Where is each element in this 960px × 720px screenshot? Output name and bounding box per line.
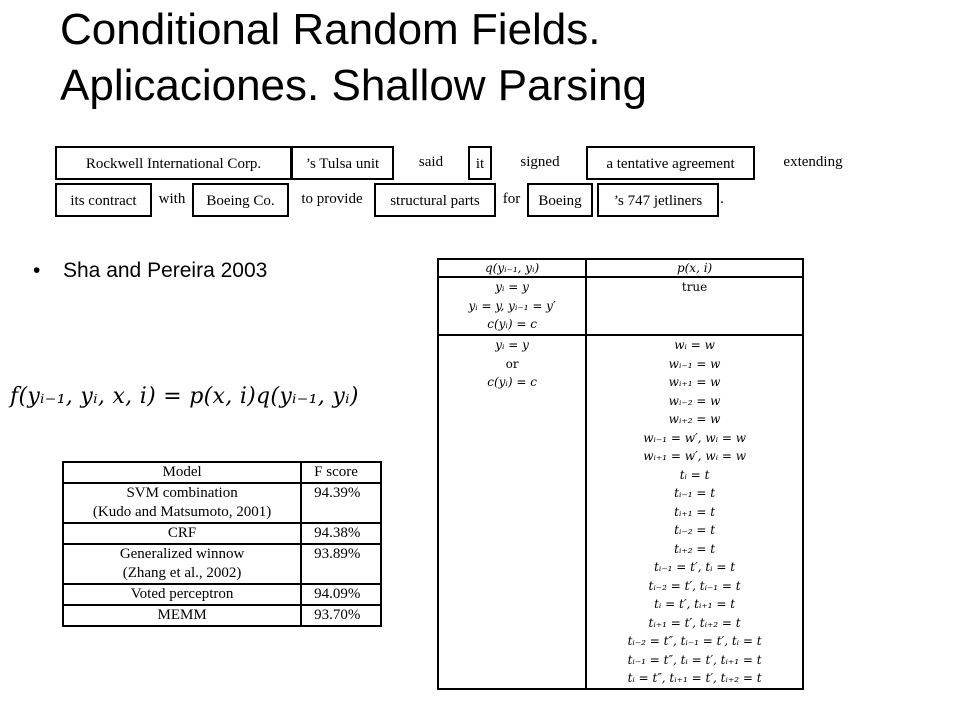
chunk-word: . xyxy=(720,191,724,207)
feature-template-line: tᵢ₋₂ = t″, tᵢ₋₁ = t′, tᵢ = t xyxy=(627,634,762,648)
chunk-box: its contract xyxy=(55,183,152,217)
feature-template-line: yᵢ = y xyxy=(495,338,529,352)
results-score-cell: 93.70% xyxy=(301,605,381,626)
chunk-word: signed xyxy=(520,154,560,170)
feature-template-table xyxy=(437,258,804,690)
table-row xyxy=(63,584,381,605)
feature-template-line: true xyxy=(681,280,708,294)
feature-template-line: c(yᵢ) = c xyxy=(487,317,537,331)
feature-template-line: wᵢ₋₂ = w xyxy=(668,393,721,408)
chunk-box: ’s 747 jetliners xyxy=(597,183,719,217)
table-row xyxy=(438,277,803,335)
feature-template-line: wᵢ₊₁ = w xyxy=(668,375,721,389)
model-name: SVM combination xyxy=(126,485,238,501)
results-header-model: Model xyxy=(63,462,301,483)
chunk-box: ’s Tulsa unit xyxy=(291,146,394,180)
feature-header-q: q(yᵢ₋₁, yᵢ) xyxy=(438,259,586,277)
feature-header-p: p(x, i) xyxy=(586,259,803,277)
slide-title xyxy=(60,2,647,114)
chunk-word: said xyxy=(418,154,444,170)
model-name: Voted perceptron xyxy=(130,586,234,602)
results-header-score: F score xyxy=(301,462,381,483)
bullet-symbol: • xyxy=(33,259,41,282)
feature-template-line: tᵢ₋₁ = t′, tᵢ = t xyxy=(654,560,736,574)
table-row xyxy=(63,544,381,584)
chunk-word: to provide xyxy=(301,191,363,207)
feature-template-line: tᵢ₋₂ = t xyxy=(674,523,716,537)
feature-template-line: wᵢ₋₁ = w xyxy=(668,356,721,371)
feature-template-line: wᵢ = w xyxy=(674,338,715,352)
bullet-text: Sha and Pereira 2003 xyxy=(63,259,268,282)
feature-template-line: tᵢ₋₂ = t′, tᵢ₋₁ = t xyxy=(648,578,741,593)
feature-formula: f(yᵢ₋₁, yᵢ, x, i) = p(x, i)q(yᵢ₋₁, yᵢ) xyxy=(10,384,359,409)
chunk-box: Boeing xyxy=(527,183,593,217)
results-table xyxy=(62,461,382,627)
chunk-box: a tentative agreement xyxy=(586,146,755,180)
feature-template-line: yᵢ = y xyxy=(495,280,529,294)
model-name: Generalized winnow xyxy=(119,546,245,562)
feature-template-line: tᵢ₊₁ = t′, tᵢ₊₂ = t xyxy=(648,615,741,630)
results-model-cell xyxy=(63,523,301,544)
table-row xyxy=(63,483,381,523)
results-header-row xyxy=(63,462,381,483)
chunk-box: Boeing Co. xyxy=(192,183,289,217)
feature-template-line: tᵢ₊₂ = t xyxy=(674,541,716,556)
feature-header-row xyxy=(438,259,803,277)
feature-template-line: or xyxy=(505,356,519,371)
feature-q-cell xyxy=(438,335,586,689)
feature-p-cell xyxy=(586,335,803,689)
feature-template-line: tᵢ₊₁ = t xyxy=(674,504,716,519)
results-model-cell xyxy=(63,483,301,523)
feature-template-line: yᵢ = y, yᵢ₋₁ = y′ xyxy=(468,298,556,313)
results-score-cell: 94.39% xyxy=(301,483,381,523)
slide-title-line-1: Conditional Random Fields. xyxy=(60,5,601,54)
chunk-box: structural parts xyxy=(374,183,496,217)
feature-template-line: c(yᵢ) = c xyxy=(487,375,537,389)
table-row xyxy=(63,523,381,544)
slide-title-line-2: Aplicaciones. Shallow Parsing xyxy=(60,61,647,110)
chunk-box: Rockwell International Corp. xyxy=(55,146,292,180)
feature-template-line: wᵢ₊₂ = w xyxy=(668,412,721,426)
results-score-cell: 94.38% xyxy=(301,523,381,544)
chunk-word: with xyxy=(158,191,186,207)
results-model-cell xyxy=(63,544,301,584)
feature-template-line: tᵢ₋₁ = t xyxy=(674,486,716,500)
feature-q-cell xyxy=(438,277,586,335)
results-model-cell xyxy=(63,584,301,605)
table-row xyxy=(438,335,803,689)
model-citation: (Kudo and Matsumoto, 2001) xyxy=(92,504,272,520)
feature-template-line: tᵢ₋₁ = t″, tᵢ = t′, tᵢ₊₁ = t xyxy=(627,652,762,667)
model-name: CRF xyxy=(167,525,197,541)
feature-template-line: tᵢ = t′, tᵢ₊₁ = t xyxy=(654,597,736,611)
citation-bullet xyxy=(33,256,267,286)
feature-template-line: wᵢ₊₁ = w′, wᵢ = w xyxy=(643,449,746,463)
results-score-cell: 93.89% xyxy=(301,544,381,584)
model-name: MEMM xyxy=(157,607,207,623)
chunk-word: for xyxy=(502,191,521,207)
results-score-cell: 94.09% xyxy=(301,584,381,605)
feature-template-line: wᵢ₋₁ = w′, wᵢ = w xyxy=(643,430,746,445)
feature-template-line: tᵢ = t xyxy=(679,467,710,482)
table-row xyxy=(63,605,381,626)
chunk-word: extending xyxy=(783,154,843,170)
model-citation: (Zhang et al., 2002) xyxy=(122,565,242,581)
feature-template-line: tᵢ = t″, tᵢ₊₁ = t′, tᵢ₊₂ = t xyxy=(627,671,762,685)
results-model-cell xyxy=(63,605,301,626)
feature-p-cell xyxy=(586,277,803,335)
chunk-box: it xyxy=(468,146,492,180)
